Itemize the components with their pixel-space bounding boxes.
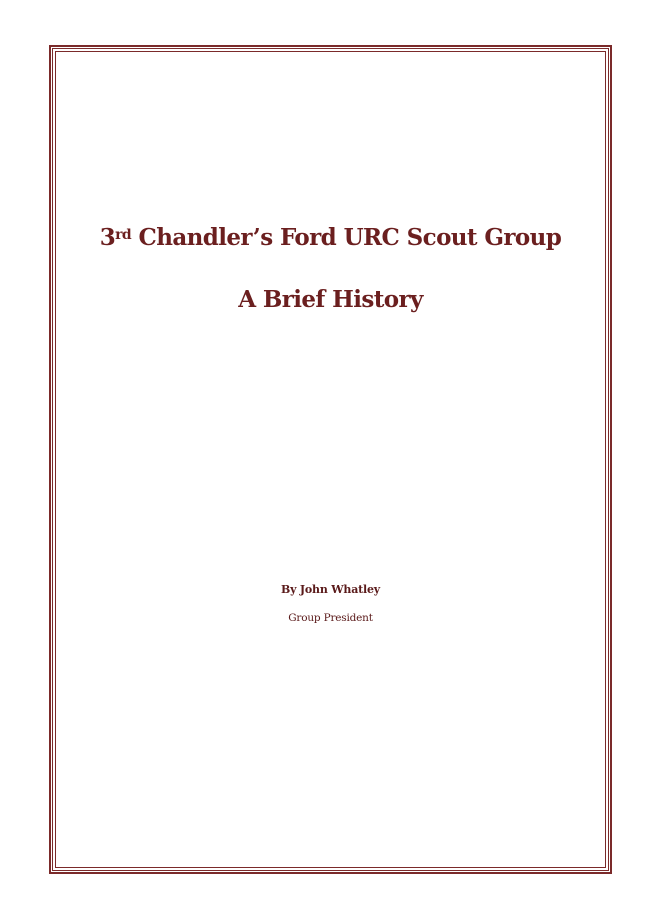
title-ordinal-suffix: rd bbox=[115, 227, 132, 243]
author-line: By John Whatley bbox=[280, 583, 380, 596]
page-border-inner bbox=[55, 51, 606, 868]
document-title bbox=[60, 224, 601, 251]
author-role: Group President bbox=[288, 612, 373, 624]
title-group-name: Chandler’s Ford URC Scout Group bbox=[131, 224, 562, 251]
title-number: 3 bbox=[99, 224, 116, 251]
document-subtitle: A Brief History bbox=[238, 286, 423, 313]
